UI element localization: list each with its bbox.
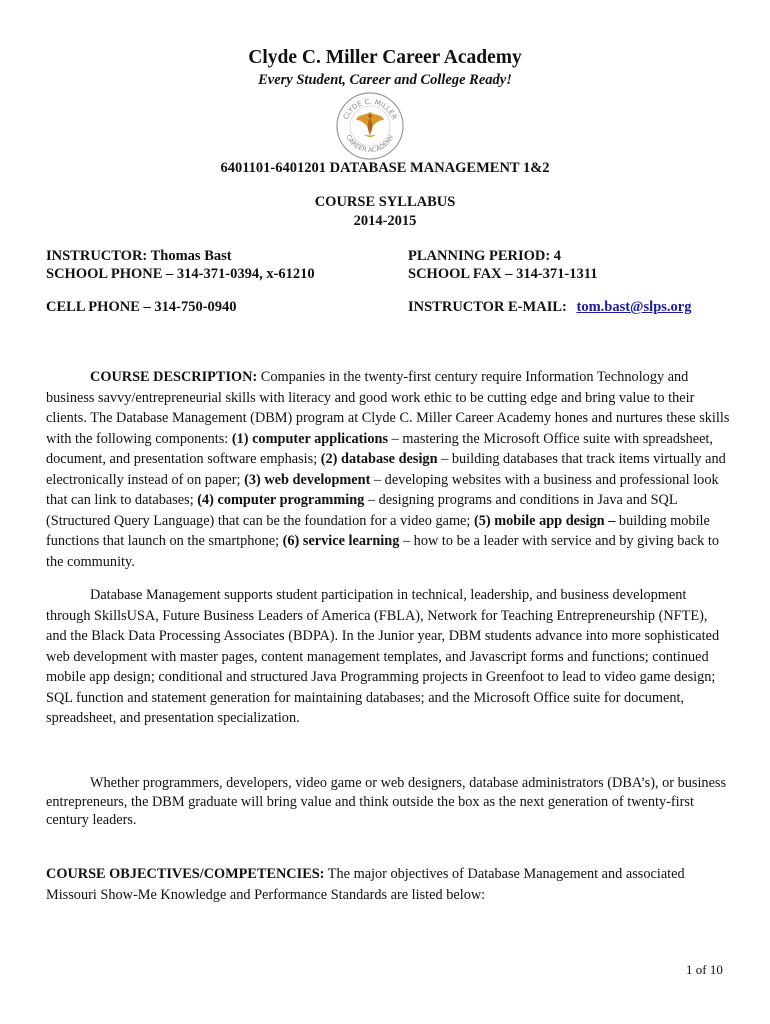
syllabus-label: COURSE SYLLABUS xyxy=(314,194,456,210)
organizations-text: Database Management supports student participation in technical, leadership, and business development through SkillsUSA, Future Business Leaders of America (FBLA), Network for Teaching Entrepreneurship (NFTE), and the Black Data Processing Associates (BDPA). In the Junior year, DBM students advance into more sophisticated web development with master pages, content management templates, and Javascript forms and functions; continued mobile app design; conditional and structured Java Programming projects in Greenfoot to lead to video game design; SQL function and statement generation for maintaining databases; and the Microsoft Office suite for document, spreadsheet, and presentation specialization. xyxy=(46,587,720,726)
desc-text: – designing programs and conditions in Java and SQL (Structured Query Language) that can be the foundation for a video game; xyxy=(46,492,678,529)
objectives-paragraph xyxy=(46,864,730,905)
course-description-paragraph xyxy=(46,367,730,572)
objectives-text: The major objectives of Database Management and associated Missouri Show-Me Knowledge and Performance Standards are listed below: xyxy=(46,866,685,903)
component-computer-programming: (4) computer programming xyxy=(197,492,365,508)
course-code-line: 6401101-6401201 DATABASE MANAGEMENT 1&2 xyxy=(220,160,550,176)
component-database-design: (2) database design xyxy=(320,451,438,467)
school-seal-logo xyxy=(334,90,406,162)
planning-period: PLANNING PERIOD: 4 xyxy=(408,248,562,264)
desc-text: – developing websites with a business and professional look that can link to databases; xyxy=(46,471,719,508)
seal-text-bottom: CAREER ACADEMY xyxy=(344,133,396,155)
graduate-text: Whether programmers, developers, video game or web designers, database administrators (DBA’s), or business entrepreneurs, the DBM graduate will bring value and think outside the box as the next generation of twenty-first century leaders. xyxy=(46,775,727,828)
desc-text: – building databases that track items virtually and electronically instead of on paper; xyxy=(46,451,726,488)
component-computer-applications: (1) computer applications xyxy=(231,430,389,447)
desc-text: building mobile functions that launch on the smartphone; xyxy=(46,512,710,549)
school-year: 2014-2015 xyxy=(353,213,417,229)
course-description-heading: COURSE DESCRIPTION: xyxy=(90,369,258,385)
school-phone: SCHOOL PHONE – 314-371-0394, x-61210 xyxy=(46,266,315,282)
desc-text: Companies in the twenty-first century require Information Technology and business savvy/entrepreneurial skills with literacy and good work ethic to be cutting edge and bring value to their clients. The Database Management (DBM) program at Clyde C. Miller Career Academy hones and nurtures these skills with the following components: xyxy=(46,369,730,447)
school-title: Clyde C. Miller Career Academy xyxy=(248,47,522,68)
instructor-email-row xyxy=(408,299,691,316)
desc-text: – how to be a leader with service and by giving back to the community. xyxy=(46,533,719,570)
page-number: 1 of 10 xyxy=(686,962,723,977)
desc-text: – mastering the Microsoft Office suite with spreadsheet, document, and presentation software emphasis; xyxy=(46,430,713,467)
graduate-value-paragraph xyxy=(46,774,730,830)
component-mobile-app-design: (5) mobile app design – xyxy=(473,512,616,529)
seal-text-top: CLYDE C. MILLER xyxy=(341,97,399,121)
instructor-name: INSTRUCTOR: Thomas Bast xyxy=(46,248,232,264)
component-web-development: (3) web development xyxy=(244,471,371,488)
objectives-heading: COURSE OBJECTIVES/COMPETENCIES: xyxy=(46,866,325,882)
email-label: INSTRUCTOR E-MAIL: xyxy=(408,299,567,315)
cell-phone: CELL PHONE – 314-750-0940 xyxy=(46,299,237,315)
school-fax: SCHOOL FAX – 314-371-1311 xyxy=(408,266,598,282)
component-service-learning: (6) service learning xyxy=(282,533,400,549)
student-organizations-paragraph xyxy=(46,585,730,729)
instructor-email-link[interactable]: tom.bast@slps.org xyxy=(576,299,692,315)
school-tagline: Every Student, Career and College Ready! xyxy=(258,72,512,88)
